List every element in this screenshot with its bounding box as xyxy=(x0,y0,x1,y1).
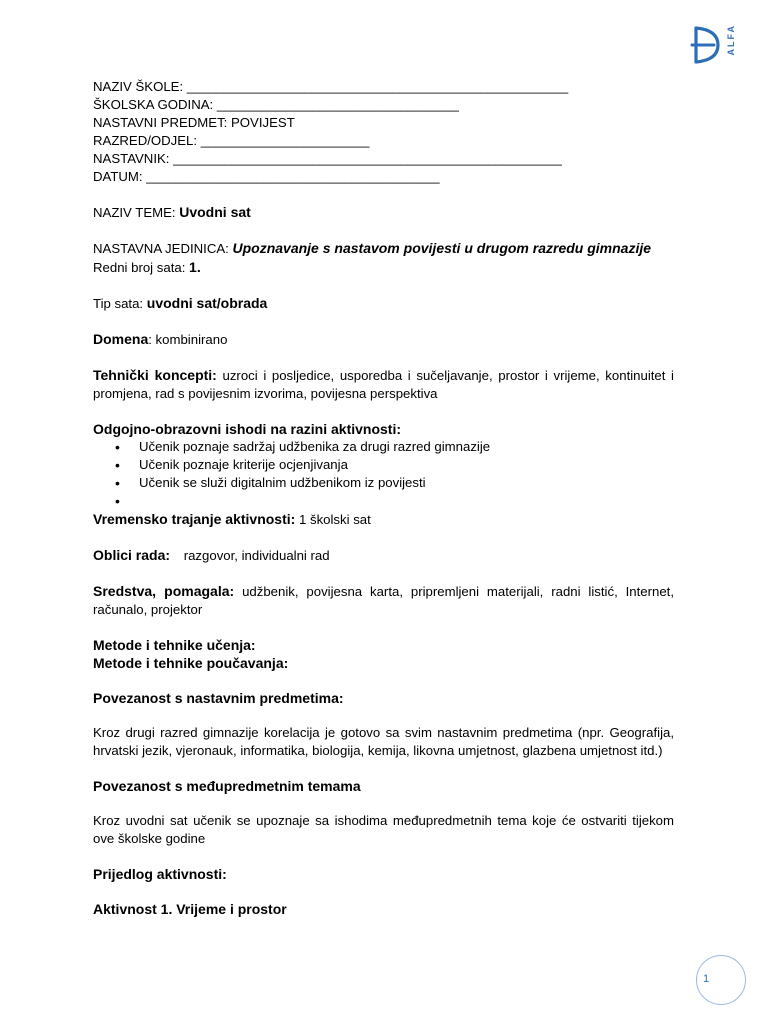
subjects-link-heading: Povezanost s nastavnim predmetima: xyxy=(93,690,344,706)
list-item: • Učenik poznaje sadržaj udžbenika za drugi razred gimnazije xyxy=(93,438,674,456)
class-field: RAZRED/ODJEL: _______________________ xyxy=(93,133,370,148)
concepts-label: Tehnički koncepti: xyxy=(93,367,217,383)
resources-value: udžbenik, povijesna karta, pripremljeni materijali, radni listić, Internet, računalo, projektor xyxy=(93,584,675,617)
subject-field: NASTAVNI PREDMET: POVIJEST xyxy=(93,115,295,130)
date-field: DATUM: ________________________________________ xyxy=(93,169,440,184)
page-number: 1 xyxy=(703,973,710,985)
unit-value: Upoznavanje s nastavom povijesti u drugom razredu gimnazije xyxy=(232,240,652,256)
list-item: • Učenik se služi digitalnim udžbenikom iz povijesti xyxy=(93,474,674,492)
duration-value: 1 školski sat xyxy=(298,512,371,527)
forms-row xyxy=(93,546,674,565)
domain-label: Domena xyxy=(93,331,149,347)
page-number-badge xyxy=(696,955,746,1005)
alfa-logo-text: ALFA xyxy=(726,24,736,56)
duration-row xyxy=(93,510,674,529)
alfa-logo xyxy=(690,22,740,70)
concepts-row xyxy=(93,366,674,403)
lesson-type-row xyxy=(93,294,674,313)
lesson-number-label: Redni broj sata: xyxy=(93,260,186,275)
list-item: • Učenik poznaje kriterije ocjenjivanja xyxy=(93,456,674,474)
list-item xyxy=(93,492,674,510)
outcomes-list xyxy=(93,438,674,510)
duration-label: Vremensko trajanje aktivnosti: xyxy=(93,511,296,527)
proposal-heading: Prijedlog aktivnosti: xyxy=(93,866,227,882)
outcomes-heading: Odgojno-obrazovni ishodi na razini aktivnosti: xyxy=(93,421,402,437)
school-year-field: ŠKOLSKA GODINA: _________________________________ xyxy=(93,97,459,112)
resources-label: Sredstva, pomagala: xyxy=(93,583,235,599)
forms-label: Oblici rada: xyxy=(93,547,171,563)
subjects-link-text: Kroz drugi razred gimnazije korelacija je gotovo sa svim nastavnim predmetima (npr. Geografija, hrvatski jezik, vjeronauk, informatika, biologija, kemija, likovna umjetnost, glazbena umjetnost itd.) xyxy=(93,725,674,758)
domain-row xyxy=(93,330,674,349)
teacher-field: NASTAVNIK: _____________________________________________________ xyxy=(93,151,562,166)
alfa-logo-icon xyxy=(690,24,724,66)
lesson-plan xyxy=(93,78,674,918)
topic-value: Uvodni sat xyxy=(179,204,251,220)
methods-learning-heading: Metode i tehnike učenja: xyxy=(93,637,256,653)
topic-row xyxy=(93,203,674,222)
activity-1-heading: Aktivnost 1. Vrijeme i prostor xyxy=(93,901,287,917)
forms-value: razgovor, individualni rad xyxy=(183,548,330,563)
topic-label: NAZIV TEME: xyxy=(93,205,176,220)
lesson-number-row xyxy=(93,258,674,277)
cross-link-heading: Povezanost s međupredmetnim temama xyxy=(93,778,361,794)
cross-link-text: Kroz uvodni sat učenik se upoznaje sa ishodima međupredmetnih tema koje će ostvariti tijekom ove školske godine xyxy=(93,813,674,846)
resources-row xyxy=(93,582,674,619)
lesson-type-value: uvodni sat/obrada xyxy=(146,295,268,311)
concepts-value: uzroci i posljedice, usporedba i sučeljavanje, prostor i vrijeme, kontinuitet i promjena, rad s povijesnim izvorima, povijesna perspektiva xyxy=(93,368,674,401)
lesson-number-value: 1. xyxy=(189,259,201,275)
unit-row xyxy=(93,239,674,258)
lesson-type-label: Tip sata: xyxy=(93,296,144,311)
unit-label: NASTAVNA JEDINICA: xyxy=(93,241,229,256)
domain-value: : kombinirano xyxy=(148,332,228,347)
school-field: NAZIV ŠKOLE: ____________________________________________________ xyxy=(93,79,569,94)
methods-teaching-heading: Metode i tehnike poučavanja: xyxy=(93,655,289,671)
